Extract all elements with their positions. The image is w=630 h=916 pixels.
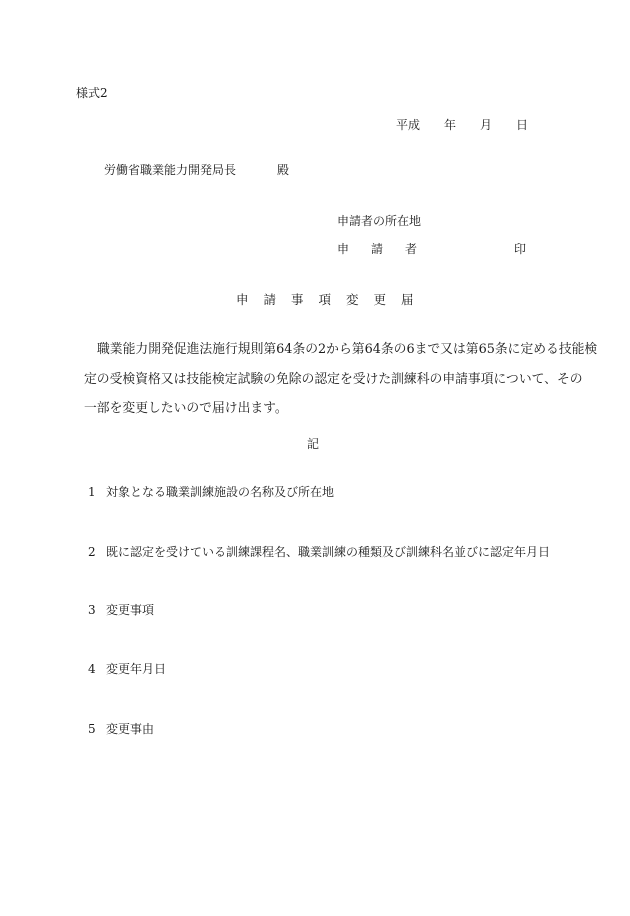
body-line-1: 職業能力開発促進法施行規則第64条の2から第64条の6まで又は第65条に定める技能検 xyxy=(97,342,598,357)
date-month-label: 月 xyxy=(480,118,493,132)
applicant-address-label: 申請者の所在地 xyxy=(337,214,422,228)
item-number: 2 xyxy=(88,545,96,559)
date-year-label: 年 xyxy=(444,118,457,132)
body-line-3: 一部を変更したいので届け出ます。 xyxy=(84,401,288,416)
item-number: 4 xyxy=(88,662,96,676)
item-text: 変更事由 xyxy=(106,722,155,736)
seal-label: 印 xyxy=(514,242,527,256)
applicant-name-label: 申請者 xyxy=(337,242,440,256)
item-text: 既に認定を受けている訓練課程名、職業訓練の種類及び訓練科名並びに認定年月日 xyxy=(106,545,551,559)
item-text: 変更事項 xyxy=(106,603,155,617)
document-title: 申請事項変更届 xyxy=(236,292,429,307)
date-day-label: 日 xyxy=(516,118,529,132)
body-line-2: 定の受検資格又は技能検定試験の免除の認定を受けた訓練科の申請事項について、その xyxy=(84,372,583,387)
item-text: 変更年月日 xyxy=(106,662,167,676)
form-number: 様式2 xyxy=(76,86,108,100)
item-number: 5 xyxy=(88,722,96,736)
addressee-name: 労働省職業能力開発局長 xyxy=(104,163,237,177)
item-text: 対象となる職業訓練施設の名称及び所在地 xyxy=(106,485,335,499)
record-heading: 記 xyxy=(307,437,320,451)
item-number: 1 xyxy=(88,485,96,499)
date-era: 平成 xyxy=(396,118,421,132)
addressee-honorific: 殿 xyxy=(277,163,290,177)
item-number: 3 xyxy=(88,603,96,617)
